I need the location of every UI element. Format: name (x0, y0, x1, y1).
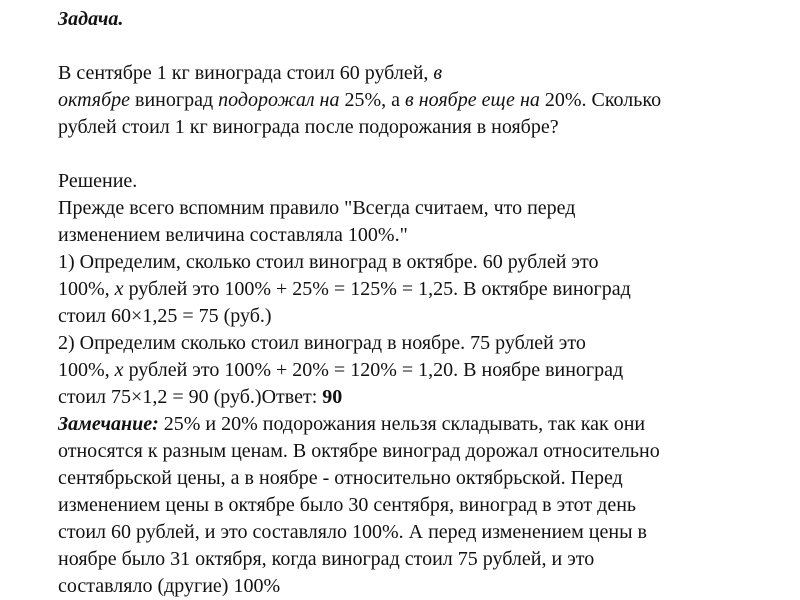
note-text: стоил 60 рублей, и это составляло 100%. А перед изменением цены в (58, 521, 647, 543)
variable-x: x (114, 278, 124, 300)
step-text: 100%, (58, 278, 115, 300)
answer-value: 90 (322, 386, 343, 408)
note-text: 25% и 20% подорожания нельзя складывать, так как они (158, 413, 646, 435)
step2-line-2 (58, 357, 758, 384)
solution-heading: Решение. (58, 170, 138, 192)
task-heading: Задача. (58, 8, 124, 30)
variable-x: x (114, 359, 124, 381)
solution-heading-line (58, 168, 758, 195)
rule-line-1 (58, 195, 758, 222)
note-text: относятся к разным ценам. В октябре виноград дорожал относительно (58, 440, 660, 462)
note-text: составляло (другие) 100% (58, 575, 281, 597)
step1-line-3 (58, 303, 758, 330)
note-text: изменением цены в октябре было 30 сентября, виноград в этот день (58, 494, 637, 516)
task-text-italic: подорожал на (218, 89, 340, 111)
task-text: рублей стоил 1 кг винограда после подорожания в ноябре? (58, 116, 559, 138)
step2-line-3 (58, 384, 758, 411)
note-line-3 (58, 465, 758, 492)
step-text: стоил 60×1,25 = 75 (руб.) (58, 305, 272, 327)
rule-line-2 (58, 222, 758, 249)
task-text: 25%, а (339, 89, 406, 111)
step-text: 100%, (58, 359, 115, 381)
note-label: Замечание: (58, 413, 159, 435)
rule-text: изменением величина составляла 100%." (58, 224, 408, 246)
note-line-5 (58, 519, 758, 546)
step-text: рублей это 100% + 25% = 125% = 1,25. В октябре виноград (123, 278, 631, 300)
spacer (58, 33, 758, 60)
task-heading-line (58, 6, 758, 33)
task-text-italic: в ноябре еще на (405, 89, 540, 111)
note-line-7 (58, 573, 758, 600)
rule-text: Прежде всего вспомним правило "Всегда считаем, что перед (58, 197, 576, 219)
step-text: рублей это 100% + 20% = 120% = 1,20. В ноябре виноград (123, 359, 624, 381)
task-text: В сентябре 1 кг винограда стоил 60 рублей, (58, 62, 434, 84)
step1-line-1 (58, 249, 758, 276)
note-line-4 (58, 492, 758, 519)
note-line-6 (58, 546, 758, 573)
step2-line-1 (58, 330, 758, 357)
spacer (58, 141, 758, 168)
step1-line-2 (58, 276, 758, 303)
task-text: виноград (130, 89, 219, 111)
note-line-2 (58, 438, 758, 465)
task-text-italic: октябре (58, 89, 131, 111)
step-text: 2) Определим сколько стоил виноград в ноябре. 75 рублей это (58, 332, 586, 354)
task-line-3 (58, 114, 758, 141)
task-text: 20%. Сколько (539, 89, 662, 111)
step-text: стоил 75×1,2 = 90 (руб.)Ответ: (58, 386, 323, 408)
step-text: 1) Определим, сколько стоил виноград в октябре. 60 рублей это (58, 251, 599, 273)
task-line-1 (58, 60, 758, 87)
note-line-1 (58, 411, 758, 438)
document (58, 6, 758, 600)
task-text-italic: в (433, 62, 443, 84)
note-text: сентябрьской цены, а в ноябре - относительно октябрьской. Перед (58, 467, 623, 489)
task-line-2 (58, 87, 758, 114)
note-text: ноябре было 31 октября, когда виноград стоил 75 рублей, и это (58, 548, 595, 570)
